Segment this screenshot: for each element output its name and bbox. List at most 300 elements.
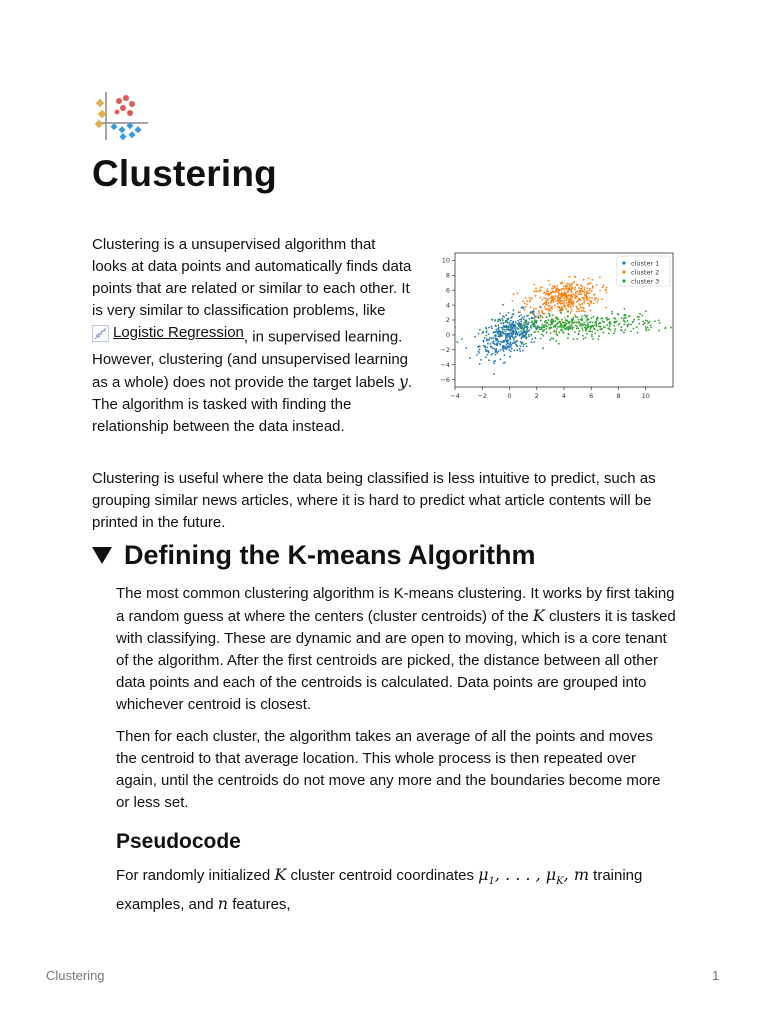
- data-point: [503, 329, 505, 331]
- data-point: [531, 322, 533, 324]
- data-point: [553, 338, 555, 340]
- data-point: [590, 302, 592, 304]
- data-point: [650, 327, 652, 329]
- data-point: [588, 277, 590, 279]
- data-point: [582, 297, 584, 299]
- data-point: [569, 298, 571, 300]
- data-point: [565, 328, 567, 330]
- data-point: [548, 327, 550, 329]
- data-point: [541, 324, 543, 326]
- intro-text-1: Clustering is a unsupervised algorithm that looks at data points and automatically finds data points that are related or similar to each other. It is very similar to classification problems, like: [92, 236, 412, 319]
- data-point: [645, 320, 647, 322]
- data-point: [574, 331, 576, 333]
- data-point: [578, 309, 580, 311]
- data-point: [556, 318, 558, 320]
- data-point: [526, 304, 528, 306]
- data-point: [476, 354, 478, 356]
- data-point: [494, 349, 496, 351]
- data-point: [522, 300, 524, 302]
- data-point: [542, 317, 544, 319]
- mu-k-symbol: μ: [545, 865, 557, 884]
- data-point: [621, 317, 623, 319]
- intro-text-3: . The algorithm is tasked with finding the relationship between the data instead.: [92, 373, 413, 435]
- data-point: [495, 334, 497, 336]
- data-point: [582, 335, 584, 337]
- data-point: [591, 290, 593, 292]
- data-point: [505, 314, 507, 316]
- data-point: [589, 305, 591, 307]
- data-point: [538, 313, 540, 315]
- data-point: [485, 327, 487, 329]
- data-point: [493, 373, 495, 375]
- data-point: [488, 333, 490, 335]
- data-point: [550, 321, 552, 323]
- data-point: [647, 320, 649, 322]
- data-point: [605, 292, 607, 294]
- data-point: [526, 300, 528, 302]
- data-point: [499, 330, 501, 332]
- data-point: [538, 317, 540, 319]
- data-point: [600, 328, 602, 330]
- data-point: [608, 333, 610, 335]
- data-point: [598, 325, 600, 327]
- mu-1-sub: 1: [488, 876, 495, 888]
- data-point: [597, 339, 599, 341]
- data-point: [573, 338, 575, 340]
- data-point: [549, 309, 551, 311]
- data-point: [542, 347, 544, 349]
- data-point: [591, 297, 593, 299]
- data-point: [587, 318, 589, 320]
- data-point: [543, 335, 545, 337]
- data-point: [502, 304, 504, 306]
- data-point: [513, 350, 515, 352]
- pseudo-a: For randomly initialized: [116, 867, 275, 884]
- data-point: [551, 295, 553, 297]
- data-point: [642, 324, 644, 326]
- data-point: [496, 343, 498, 345]
- data-point: [641, 315, 643, 317]
- data-point: [478, 350, 480, 352]
- data-point: [567, 316, 569, 318]
- data-point: [542, 303, 544, 305]
- data-point: [553, 291, 555, 293]
- data-point: [499, 320, 501, 322]
- data-point: [589, 310, 591, 312]
- data-point: [548, 295, 550, 297]
- data-point: [526, 333, 528, 335]
- data-point: [633, 319, 635, 321]
- data-point: [524, 303, 526, 305]
- data-point: [578, 333, 580, 335]
- data-point: [594, 322, 596, 324]
- data-point: [552, 299, 554, 301]
- data-point: [555, 289, 557, 291]
- data-point: [670, 327, 672, 329]
- data-point: [534, 321, 536, 323]
- data-point: [520, 341, 522, 343]
- data-point: [592, 322, 594, 324]
- data-point: [495, 329, 497, 331]
- data-point: [624, 317, 626, 319]
- data-point: [484, 345, 486, 347]
- data-point: [565, 308, 567, 310]
- data-point: [606, 287, 608, 289]
- data-point: [576, 328, 578, 330]
- data-point: [571, 288, 573, 290]
- data-point: [576, 284, 578, 286]
- data-point: [649, 321, 651, 323]
- data-point: [557, 334, 559, 336]
- data-point: [569, 276, 571, 278]
- data-point: [583, 279, 585, 281]
- data-point: [494, 360, 496, 362]
- data-point: [576, 291, 578, 293]
- data-point: [574, 287, 576, 289]
- data-point: [608, 328, 610, 330]
- data-point: [587, 298, 589, 300]
- data-point: [596, 284, 598, 286]
- data-point: [493, 362, 495, 364]
- data-point: [517, 324, 519, 326]
- data-point: [544, 306, 546, 308]
- data-point: [556, 285, 558, 287]
- data-point: [517, 292, 519, 294]
- data-point: [512, 300, 514, 302]
- data-point: [620, 329, 622, 331]
- math-k: K: [532, 606, 545, 625]
- data-point: [551, 337, 553, 339]
- data-point: [502, 348, 504, 350]
- data-point: [542, 311, 544, 313]
- data-point: [510, 346, 512, 348]
- data-point: [535, 291, 537, 293]
- data-point: [492, 353, 494, 355]
- data-point: [548, 308, 550, 310]
- data-point: [518, 331, 520, 333]
- data-point: [628, 316, 630, 318]
- data-point: [562, 300, 564, 302]
- data-point: [627, 324, 629, 326]
- data-point: [539, 297, 541, 299]
- kmeans-toggle-heading[interactable]: [92, 540, 536, 571]
- data-point: [547, 292, 549, 294]
- data-point: [638, 319, 640, 321]
- data-point: [508, 349, 510, 351]
- data-point: [596, 319, 598, 321]
- data-point: [644, 322, 646, 324]
- data-point: [611, 311, 613, 313]
- math-mu-1: [478, 865, 589, 888]
- data-point: [546, 332, 548, 334]
- y-tick-label: 2: [445, 316, 450, 325]
- data-point: [589, 292, 591, 294]
- data-point: [630, 331, 632, 333]
- data-point: [478, 352, 480, 354]
- data-point: [560, 282, 562, 284]
- data-point: [560, 303, 562, 305]
- data-point: [520, 324, 522, 326]
- data-point: [507, 327, 509, 329]
- data-point: [529, 297, 531, 299]
- data-point: [495, 354, 497, 356]
- data-point: [580, 307, 582, 309]
- data-point: [488, 327, 490, 329]
- data-point: [599, 276, 601, 278]
- data-point: [594, 299, 596, 301]
- data-point: [551, 306, 553, 308]
- data-point: [592, 285, 594, 287]
- data-point: [514, 324, 516, 326]
- data-point: [500, 349, 502, 351]
- data-point: [507, 343, 509, 345]
- data-point: [491, 325, 493, 327]
- data-point: [569, 287, 571, 289]
- data-point: [555, 291, 557, 293]
- data-point: [516, 350, 518, 352]
- data-point: [454, 326, 456, 328]
- data-point: [498, 350, 500, 352]
- data-point: [522, 350, 524, 352]
- data-point: [522, 326, 524, 328]
- data-point: [568, 283, 570, 285]
- data-point: [484, 337, 486, 339]
- data-point: [529, 301, 531, 303]
- data-point: [538, 310, 540, 312]
- y-tick-label: 10: [441, 256, 450, 265]
- data-point: [587, 324, 589, 326]
- data-point: [654, 320, 656, 322]
- data-point: [477, 346, 479, 348]
- data-point: [529, 329, 531, 331]
- data-point: [650, 324, 652, 326]
- data-point: [523, 330, 525, 332]
- data-point: [564, 317, 566, 319]
- data-point: [548, 324, 550, 326]
- data-point: [509, 336, 511, 338]
- data-point: [510, 320, 512, 322]
- data-point: [509, 343, 511, 345]
- data-point: [520, 314, 522, 316]
- data-point: [568, 306, 570, 308]
- data-point: [548, 280, 550, 282]
- data-point: [597, 299, 599, 301]
- data-point: [560, 324, 562, 326]
- data-point: [658, 320, 660, 322]
- data-point: [548, 302, 550, 304]
- data-point: [570, 327, 572, 329]
- data-point: [541, 334, 543, 336]
- data-point: [606, 318, 608, 320]
- legend-label: cluster 2: [631, 268, 660, 277]
- data-point: [539, 306, 541, 308]
- data-point: [625, 317, 627, 319]
- data-point: [526, 315, 528, 317]
- data-point: [495, 339, 497, 341]
- data-point: [584, 300, 586, 302]
- data-point: [501, 335, 503, 337]
- intro-paragraph: [92, 234, 414, 438]
- data-point: [560, 297, 562, 299]
- data-point: [632, 321, 634, 323]
- data-point: [566, 302, 568, 304]
- data-point: [538, 326, 540, 328]
- data-point: [579, 325, 581, 327]
- data-point: [543, 330, 545, 332]
- data-point: [510, 350, 512, 352]
- data-point: [523, 343, 525, 345]
- data-point: [522, 346, 524, 348]
- data-point: [585, 337, 587, 339]
- y-tick-label: 0: [445, 331, 450, 340]
- data-point: [485, 349, 487, 351]
- data-point: [515, 336, 517, 338]
- data-point: [603, 332, 605, 334]
- legend-marker: [622, 270, 625, 273]
- data-point: [582, 307, 584, 309]
- logistic-regression-link[interactable]: [92, 322, 244, 344]
- data-point: [570, 306, 572, 308]
- data-point: [527, 323, 529, 325]
- data-point: [497, 319, 499, 321]
- legend-label: cluster 1: [631, 259, 660, 268]
- data-point: [568, 301, 570, 303]
- data-point: [567, 288, 569, 290]
- toggle-triangle-icon[interactable]: [92, 547, 112, 564]
- data-point: [588, 326, 590, 328]
- data-point: [493, 348, 495, 350]
- data-point: [575, 276, 577, 278]
- data-point: [487, 354, 489, 356]
- data-point: [547, 319, 549, 321]
- data-point: [497, 340, 499, 342]
- data-point: [490, 343, 492, 345]
- data-point: [567, 333, 569, 335]
- data-point: [496, 351, 498, 353]
- data-point: [511, 348, 513, 350]
- data-point: [524, 309, 526, 311]
- data-point: [534, 284, 536, 286]
- x-tick-label: 8: [616, 392, 621, 400]
- data-point: [614, 322, 616, 324]
- data-point: [557, 303, 559, 305]
- data-point: [645, 310, 647, 312]
- data-point: [494, 331, 496, 333]
- data-point: [507, 333, 509, 335]
- data-point: [589, 300, 591, 302]
- footer-page-number: 1: [712, 968, 720, 983]
- data-point: [503, 345, 505, 347]
- data-point: [504, 354, 506, 356]
- data-point: [491, 319, 493, 321]
- data-point: [578, 293, 580, 295]
- data-point: [519, 350, 521, 352]
- data-point: [492, 347, 494, 349]
- data-point: [505, 320, 507, 322]
- data-point: [564, 305, 566, 307]
- data-point: [530, 326, 532, 328]
- data-point: [580, 290, 582, 292]
- data-point: [586, 329, 588, 331]
- data-point: [558, 294, 560, 296]
- data-point: [503, 362, 505, 364]
- data-point: [502, 331, 504, 333]
- math-dots: , . . . ,: [494, 865, 546, 884]
- data-point: [591, 279, 593, 281]
- data-point: [565, 286, 567, 288]
- data-point: [575, 325, 577, 327]
- footer-page-title: Clustering: [46, 968, 105, 983]
- data-point: [647, 327, 649, 329]
- data-point: [582, 327, 584, 329]
- data-point: [596, 325, 598, 327]
- data-point: [551, 288, 553, 290]
- data-point: [589, 303, 591, 305]
- data-point: [511, 323, 513, 325]
- data-point: [487, 350, 489, 352]
- data-point: [550, 297, 552, 299]
- kmeans-paragraph-2: Then for each cluster, the algorithm takes an average of all the points and moves the centroid to that average location. This whole process is then repeated over again, until the centroids do not move any more and the boundaries become more or less set.: [116, 728, 661, 811]
- data-point: [530, 334, 532, 336]
- data-point: [501, 318, 503, 320]
- data-point: [520, 319, 522, 321]
- data-point: [589, 289, 591, 291]
- kmeans-section-body: [116, 583, 676, 814]
- data-point: [545, 302, 547, 304]
- data-point: [580, 293, 582, 295]
- data-point: [577, 316, 579, 318]
- data-point: [618, 324, 620, 326]
- data-point: [512, 322, 514, 324]
- data-point: [621, 326, 623, 328]
- logistic-regression-link-text[interactable]: Logistic Regression: [113, 324, 244, 341]
- data-point: [509, 332, 511, 334]
- data-point: [572, 326, 574, 328]
- data-point: [616, 321, 618, 323]
- data-point: [582, 324, 584, 326]
- data-point: [606, 324, 608, 326]
- x-tick-label: 0: [507, 392, 512, 400]
- data-point: [499, 313, 501, 315]
- data-point: [615, 328, 617, 330]
- data-point: [546, 316, 548, 318]
- data-point: [541, 307, 543, 309]
- data-point: [588, 283, 590, 285]
- data-point: [535, 288, 537, 290]
- data-point: [552, 319, 554, 321]
- data-point: [549, 315, 551, 317]
- data-point: [505, 348, 507, 350]
- data-point: [578, 287, 580, 289]
- data-point: [540, 287, 542, 289]
- data-point: [600, 322, 602, 324]
- data-point: [569, 303, 571, 305]
- data-point: [538, 291, 540, 293]
- data-point: [543, 292, 545, 294]
- data-point: [501, 341, 503, 343]
- use-case-paragraph: Clustering is useful where the data being classified is less intuitive to predict, such as grouping similar news articles, where it is hard to predict what article contents will be printed in the future.: [92, 470, 656, 531]
- data-point: [491, 337, 493, 339]
- data-point: [480, 359, 482, 361]
- data-point: [541, 286, 543, 288]
- y-tick-label: −4: [440, 360, 450, 369]
- data-point: [533, 308, 535, 310]
- data-point: [492, 337, 494, 339]
- data-point: [594, 293, 596, 295]
- data-point: [521, 338, 523, 340]
- data-point: [645, 326, 647, 328]
- data-point: [578, 328, 580, 330]
